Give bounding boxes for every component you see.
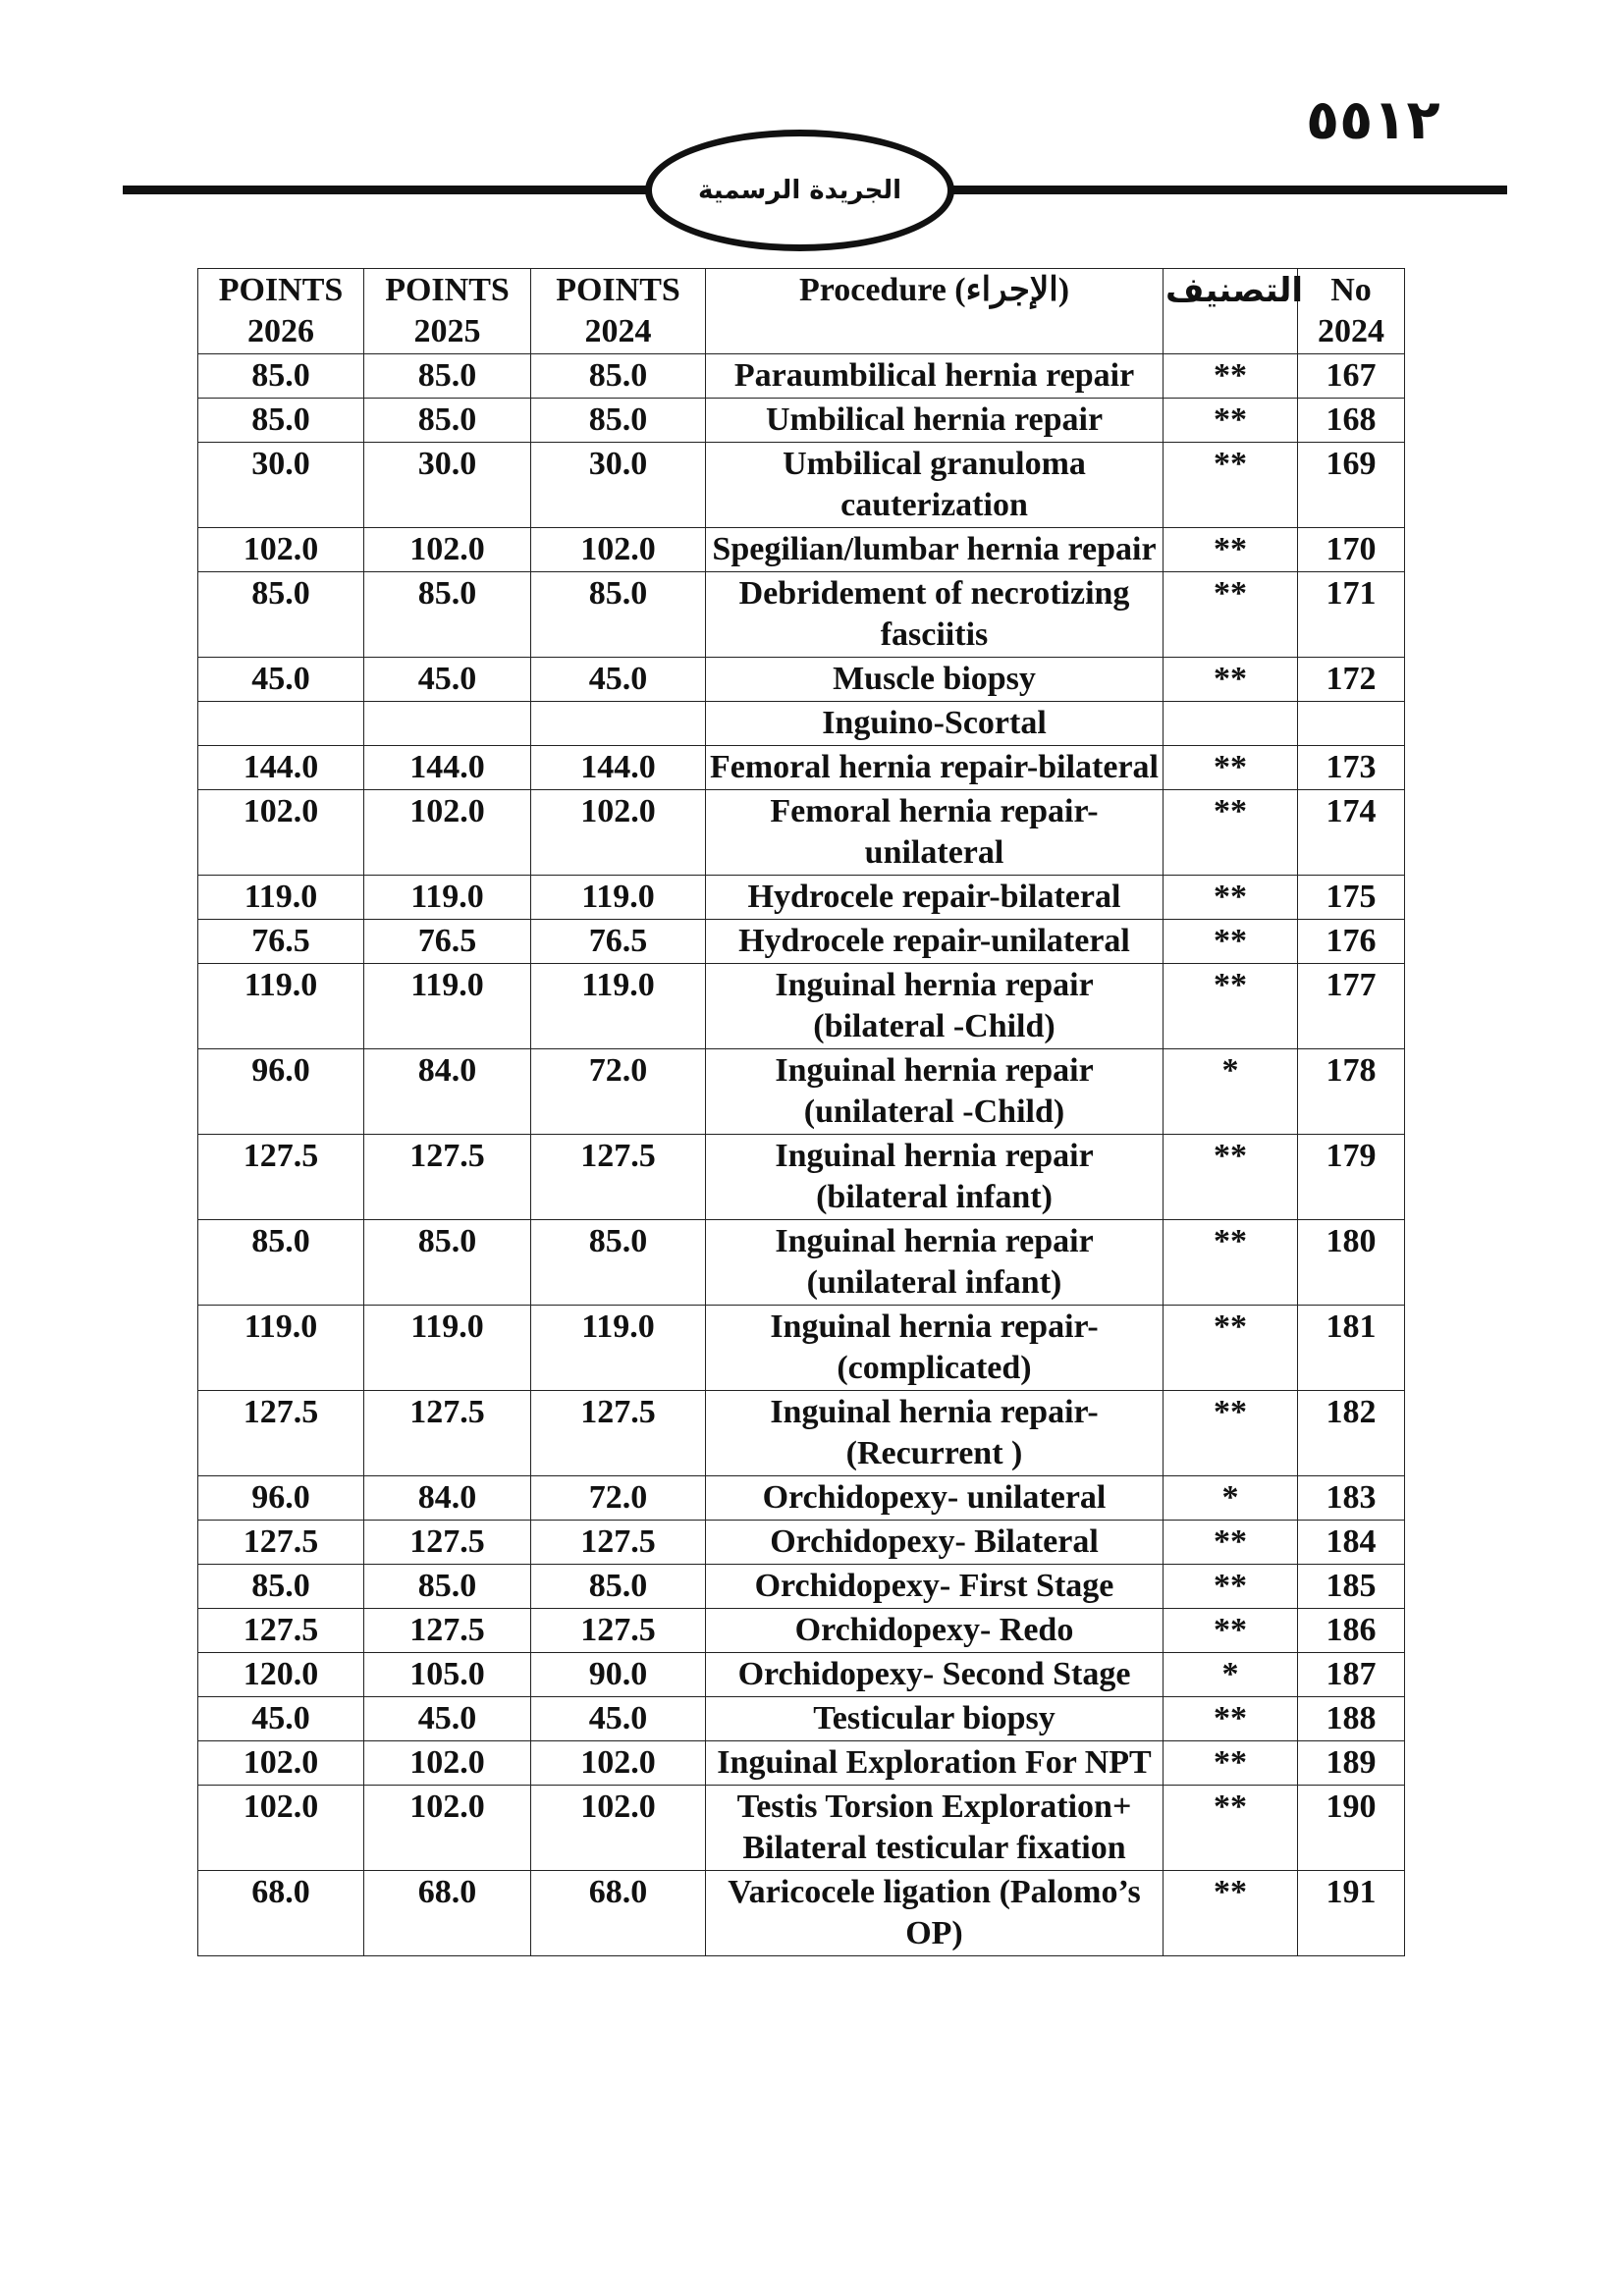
cell-no-2024: 179 [1298, 1135, 1405, 1220]
page-number: ٥٥١٢ [1306, 88, 1440, 152]
cell-procedure: Orchidopexy- First Stage [706, 1565, 1164, 1609]
cell-points-2026: 30.0 [198, 443, 364, 528]
cell-points-2026: 119.0 [198, 876, 364, 920]
cell-no-2024: 183 [1298, 1476, 1405, 1521]
cell-no-2024: 177 [1298, 964, 1405, 1049]
cell-procedure: Femoral hernia repair-bilateral [706, 746, 1164, 790]
cell-procedure: Muscle biopsy [706, 658, 1164, 702]
cell-classification: ** [1164, 572, 1298, 658]
cell-points-2026: 45.0 [198, 658, 364, 702]
table-row [198, 790, 1405, 876]
cell-points-2026: 96.0 [198, 1476, 364, 1521]
cell-classification: ** [1164, 1565, 1298, 1609]
cell-procedure: Femoral hernia repair-unilateral [706, 790, 1164, 876]
cell-procedure: Spegilian/lumbar hernia repair [706, 528, 1164, 572]
cell-no-2024: 188 [1298, 1697, 1405, 1741]
table-row [198, 1653, 1405, 1697]
header-title: الجريدة الرسمية [698, 176, 901, 205]
cell-points-2025: 85.0 [364, 399, 531, 443]
cell-points-2024: 102.0 [531, 1786, 706, 1871]
cell-points-2024: 45.0 [531, 658, 706, 702]
cell-procedure: Inguinal Exploration For NPT [706, 1741, 1164, 1786]
cell-points-2026: 119.0 [198, 1306, 364, 1391]
table-row [198, 354, 1405, 399]
cell-points-2026: 96.0 [198, 1049, 364, 1135]
cell-classification: ** [1164, 1786, 1298, 1871]
cell-points-2025: 102.0 [364, 1786, 531, 1871]
cell-procedure: Orchidopexy- Redo [706, 1609, 1164, 1653]
cell-points-2024: 102.0 [531, 528, 706, 572]
table-row [198, 1476, 1405, 1521]
cell-no-2024: 170 [1298, 528, 1405, 572]
cell-points-2026: 68.0 [198, 1871, 364, 1956]
cell-procedure: Hydrocele repair-bilateral [706, 876, 1164, 920]
header-points-2025: POINTS 2025 [364, 269, 531, 354]
table-row [198, 1306, 1405, 1391]
cell-points-2024: 85.0 [531, 1565, 706, 1609]
cell-points-2024: 127.5 [531, 1135, 706, 1220]
table-row [198, 1521, 1405, 1565]
cell-points-2026: 85.0 [198, 399, 364, 443]
cell-classification: ** [1164, 399, 1298, 443]
cell-points-2025: 85.0 [364, 354, 531, 399]
cell-points-2024: 119.0 [531, 964, 706, 1049]
table-row [198, 702, 1405, 746]
cell-points-2026: 85.0 [198, 572, 364, 658]
cell-no-2024: 186 [1298, 1609, 1405, 1653]
cell-points-2025: 119.0 [364, 876, 531, 920]
cell-points-2025: 85.0 [364, 572, 531, 658]
cell-procedure: Inguinal hernia repair (bilateral -Child) [706, 964, 1164, 1049]
cell-procedure: Umbilical hernia repair [706, 399, 1164, 443]
cell-points-2026: 127.5 [198, 1391, 364, 1476]
cell-points-2025: 84.0 [364, 1476, 531, 1521]
cell-no-2024: 182 [1298, 1391, 1405, 1476]
cell-procedure: Inguinal hernia repair-(Recurrent ) [706, 1391, 1164, 1476]
cell-classification: ** [1164, 1871, 1298, 1956]
cell-points-2026: 127.5 [198, 1609, 364, 1653]
cell-procedure: Testicular biopsy [706, 1697, 1164, 1741]
cell-points-2026: 102.0 [198, 1741, 364, 1786]
cell-points-2026: 85.0 [198, 354, 364, 399]
cell-no-2024: 189 [1298, 1741, 1405, 1786]
cell-points-2024: 76.5 [531, 920, 706, 964]
header-procedure: Procedure (الإجراء) [706, 269, 1164, 354]
cell-procedure: Debridement of necrotizing fasciitis [706, 572, 1164, 658]
cell-no-2024: 171 [1298, 572, 1405, 658]
table-row [198, 528, 1405, 572]
table-row [198, 572, 1405, 658]
cell-points-2025: 68.0 [364, 1871, 531, 1956]
cell-procedure: Inguinal hernia repair (unilateral infant) [706, 1220, 1164, 1306]
cell-no-2024: 173 [1298, 746, 1405, 790]
cell-points-2026 [198, 702, 364, 746]
cell-no-2024: 169 [1298, 443, 1405, 528]
cell-classification: ** [1164, 1609, 1298, 1653]
header-rule-left [123, 186, 648, 194]
cell-points-2025: 144.0 [364, 746, 531, 790]
cell-no-2024: 191 [1298, 1871, 1405, 1956]
cell-points-2026: 102.0 [198, 790, 364, 876]
cell-procedure: Orchidopexy- Bilateral [706, 1521, 1164, 1565]
cell-classification: ** [1164, 746, 1298, 790]
cell-points-2024: 85.0 [531, 1220, 706, 1306]
cell-points-2025: 102.0 [364, 790, 531, 876]
cell-classification: ** [1164, 354, 1298, 399]
cell-points-2025: 127.5 [364, 1521, 531, 1565]
cell-points-2025 [364, 702, 531, 746]
table-header-row [198, 269, 1405, 354]
cell-procedure: Paraumbilical hernia repair [706, 354, 1164, 399]
table-row [198, 399, 1405, 443]
header-points-2024: POINTS 2024 [531, 269, 706, 354]
cell-classification: ** [1164, 876, 1298, 920]
cell-classification: ** [1164, 658, 1298, 702]
cell-points-2024: 127.5 [531, 1521, 706, 1565]
cell-procedure: Umbilical granuloma cauterization [706, 443, 1164, 528]
cell-points-2026: 127.5 [198, 1135, 364, 1220]
header-points-2026: POINTS 2026 [198, 269, 364, 354]
cell-points-2024: 144.0 [531, 746, 706, 790]
table-row [198, 1049, 1405, 1135]
header-rule-right [952, 186, 1507, 194]
table-row [198, 658, 1405, 702]
cell-no-2024: 180 [1298, 1220, 1405, 1306]
cell-points-2025: 127.5 [364, 1391, 531, 1476]
cell-points-2026: 85.0 [198, 1220, 364, 1306]
cell-classification: ** [1164, 1741, 1298, 1786]
cell-no-2024: 168 [1298, 399, 1405, 443]
table-body [198, 354, 1405, 1956]
cell-no-2024: 178 [1298, 1049, 1405, 1135]
cell-points-2025: 84.0 [364, 1049, 531, 1135]
cell-procedure: Orchidopexy- unilateral [706, 1476, 1164, 1521]
cell-procedure: Orchidopexy- Second Stage [706, 1653, 1164, 1697]
cell-points-2025: 127.5 [364, 1609, 531, 1653]
cell-no-2024: 176 [1298, 920, 1405, 964]
cell-no-2024: 190 [1298, 1786, 1405, 1871]
cell-points-2024: 127.5 [531, 1391, 706, 1476]
cell-points-2026: 85.0 [198, 1565, 364, 1609]
cell-points-2025: 45.0 [364, 1697, 531, 1741]
cell-classification: ** [1164, 1391, 1298, 1476]
cell-points-2026: 144.0 [198, 746, 364, 790]
cell-no-2024: 187 [1298, 1653, 1405, 1697]
table-row [198, 443, 1405, 528]
table-row [198, 1609, 1405, 1653]
cell-points-2024: 102.0 [531, 790, 706, 876]
cell-no-2024: 181 [1298, 1306, 1405, 1391]
cell-points-2026: 102.0 [198, 1786, 364, 1871]
cell-points-2024: 45.0 [531, 1697, 706, 1741]
cell-points-2024: 85.0 [531, 399, 706, 443]
table-row [198, 1786, 1405, 1871]
header-oval [645, 130, 954, 251]
cell-classification: ** [1164, 1521, 1298, 1565]
cell-points-2025: 85.0 [364, 1220, 531, 1306]
cell-points-2024: 30.0 [531, 443, 706, 528]
cell-no-2024 [1298, 702, 1405, 746]
cell-points-2025: 127.5 [364, 1135, 531, 1220]
cell-points-2024: 72.0 [531, 1049, 706, 1135]
cell-points-2024: 127.5 [531, 1609, 706, 1653]
cell-classification: ** [1164, 1697, 1298, 1741]
cell-classification: ** [1164, 920, 1298, 964]
cell-procedure: Inguino-Scortal [706, 702, 1164, 746]
cell-no-2024: 174 [1298, 790, 1405, 876]
cell-no-2024: 167 [1298, 354, 1405, 399]
cell-procedure: Inguinal hernia repair (unilateral -Child) [706, 1049, 1164, 1135]
cell-classification: * [1164, 1049, 1298, 1135]
cell-points-2025: 105.0 [364, 1653, 531, 1697]
cell-points-2025: 119.0 [364, 964, 531, 1049]
table-row [198, 920, 1405, 964]
cell-no-2024: 175 [1298, 876, 1405, 920]
cell-points-2025: 102.0 [364, 1741, 531, 1786]
cell-points-2024: 72.0 [531, 1476, 706, 1521]
table-row [198, 1871, 1405, 1956]
procedure-points-table [197, 268, 1405, 1956]
cell-procedure: Hydrocele repair-unilateral [706, 920, 1164, 964]
cell-points-2024: 119.0 [531, 1306, 706, 1391]
cell-procedure: Inguinal hernia repair (bilateral infant) [706, 1135, 1164, 1220]
table-row [198, 1135, 1405, 1220]
cell-classification: ** [1164, 1306, 1298, 1391]
header-classification: التصنيف [1164, 269, 1298, 354]
cell-points-2024: 102.0 [531, 1741, 706, 1786]
cell-points-2024: 68.0 [531, 1871, 706, 1956]
cell-points-2026: 120.0 [198, 1653, 364, 1697]
cell-classification: ** [1164, 790, 1298, 876]
cell-points-2025: 76.5 [364, 920, 531, 964]
cell-procedure: Testis Torsion Exploration+ Bilateral testicular fixation [706, 1786, 1164, 1871]
cell-points-2025: 119.0 [364, 1306, 531, 1391]
table-row [198, 1741, 1405, 1786]
cell-points-2026: 102.0 [198, 528, 364, 572]
cell-classification: ** [1164, 964, 1298, 1049]
table-row [198, 746, 1405, 790]
cell-no-2024: 184 [1298, 1521, 1405, 1565]
table-row [198, 1391, 1405, 1476]
cell-points-2024: 90.0 [531, 1653, 706, 1697]
cell-points-2026: 119.0 [198, 964, 364, 1049]
table-row [198, 1697, 1405, 1741]
table-row [198, 1565, 1405, 1609]
cell-classification: ** [1164, 528, 1298, 572]
cell-no-2024: 185 [1298, 1565, 1405, 1609]
cell-points-2026: 127.5 [198, 1521, 364, 1565]
cell-points-2025: 102.0 [364, 528, 531, 572]
cell-points-2024: 85.0 [531, 572, 706, 658]
cell-classification: ** [1164, 1135, 1298, 1220]
cell-points-2025: 30.0 [364, 443, 531, 528]
cell-classification [1164, 702, 1298, 746]
cell-points-2024: 85.0 [531, 354, 706, 399]
cell-points-2024: 119.0 [531, 876, 706, 920]
table-row [198, 1220, 1405, 1306]
cell-classification: ** [1164, 443, 1298, 528]
cell-points-2026: 45.0 [198, 1697, 364, 1741]
cell-classification: * [1164, 1653, 1298, 1697]
cell-points-2025: 45.0 [364, 658, 531, 702]
cell-no-2024: 172 [1298, 658, 1405, 702]
cell-classification: * [1164, 1476, 1298, 1521]
cell-procedure: Varicocele ligation (Palomo’s OP) [706, 1871, 1164, 1956]
cell-points-2025: 85.0 [364, 1565, 531, 1609]
table-row [198, 876, 1405, 920]
table-row [198, 964, 1405, 1049]
cell-points-2024 [531, 702, 706, 746]
cell-points-2026: 76.5 [198, 920, 364, 964]
header-no-2024: No 2024 [1298, 269, 1405, 354]
cell-classification: ** [1164, 1220, 1298, 1306]
cell-procedure: Inguinal hernia repair-(complicated) [706, 1306, 1164, 1391]
